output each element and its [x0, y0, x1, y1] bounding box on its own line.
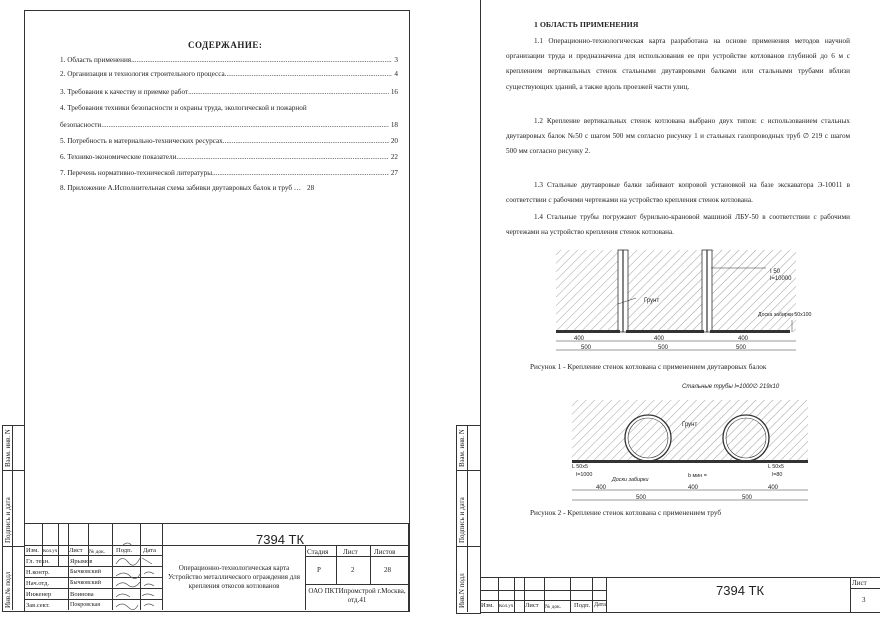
- plank: [556, 330, 620, 333]
- vzam-inv-label: Взам. инв. N: [458, 429, 466, 467]
- left-page: [0, 0, 432, 623]
- sheet-number: 3: [862, 596, 866, 604]
- name-cell: Бычковский: [70, 569, 101, 575]
- document-code: 7394 ТК: [716, 583, 765, 598]
- sheet-value: 2: [351, 566, 355, 574]
- sheet-label: Лист: [852, 579, 867, 587]
- toc-item: безопасности. ..... 18: [60, 121, 398, 130]
- toc-title: СОДЕРЖАНИЕ:: [188, 40, 263, 50]
- page-gap: [432, 0, 446, 623]
- dim-label: 400: [768, 485, 779, 491]
- name-cell: Воинова: [70, 591, 94, 598]
- toc-item: 6. Технико-экономические показатели. ..... 22: [60, 153, 398, 162]
- sheets-value: 28: [384, 566, 391, 574]
- role-cell: Гл. техн.: [26, 558, 50, 565]
- left-page-frame: [24, 10, 410, 612]
- dim-label: 400: [688, 485, 699, 491]
- plank: [626, 330, 704, 333]
- role-cell: Зав.сект.: [26, 602, 50, 609]
- soil-label: Грунт: [682, 422, 698, 428]
- toc-item: 2. Организация и технология строительного процесса. ..... 4: [60, 70, 398, 79]
- podpis-data-label: Подпись и дата: [458, 497, 466, 543]
- sheet-label: Лист: [343, 548, 358, 556]
- plank-label: Доска забирки 50х100: [758, 312, 812, 318]
- dim-label: 400: [654, 336, 665, 342]
- dim-label: 500: [581, 345, 592, 351]
- header-data: Дата: [594, 602, 606, 608]
- name-cell: Ярымов: [70, 558, 93, 565]
- role-cell: Нач.отд.: [26, 580, 50, 587]
- dim-label: 500: [658, 345, 669, 351]
- paragraph-1-1: 1.1 Операционно-технологическая карта разработана на основе применения методов научной организации труда и предназначена для использования ее при устройстве котлованов глубиной до 6 м с креплением вертикальных стенок стальными двутавровыми балками или стальными трубами вблизи существующих зданий, а также вдоль проезжей части улиц.: [506, 37, 850, 91]
- angle-label: L 50х5: [768, 464, 784, 470]
- beam-length-label: l=10000: [770, 276, 792, 282]
- header-list: Лист: [69, 547, 83, 554]
- soil-hatch: [556, 250, 796, 332]
- header-data: Дата: [143, 547, 156, 554]
- header-podp: Подп.: [574, 602, 591, 609]
- dim-label: 500: [742, 495, 753, 501]
- header-izm: Изм.: [26, 547, 39, 554]
- header-podp: Подп.: [116, 547, 133, 554]
- stage-value: Р: [317, 566, 321, 574]
- inv-podl-label: Инв.№ подл: [4, 571, 12, 608]
- inv-n-podl-label: Инв.N подл: [458, 573, 466, 608]
- dim-label: 500: [736, 345, 747, 351]
- figure-1: [556, 246, 856, 358]
- figure-2-caption: Рисунок 2 - Крепление стенок котлована с применением труб: [530, 508, 722, 517]
- plank-row: [572, 460, 808, 463]
- min-gap-label: b мин =: [688, 473, 707, 479]
- figure-2: [572, 380, 812, 504]
- paragraph-1-4: 1.4 Стальные трубы погружают бурильно-крановой машиной ЛБУ-50 в соответствии с рабочими чертежами на устройство крепления стенок котлована.: [506, 213, 850, 237]
- header-kol-uch: Кол.уч: [499, 604, 514, 609]
- soil-hatch: [572, 400, 808, 462]
- organization: ОАО ПКТИпромстрой г.Москва, отд.41: [308, 587, 406, 604]
- name-cell: Покровская: [70, 602, 100, 608]
- podpis-data-label: Подпись и дата: [4, 497, 12, 543]
- header-izm: Изм.: [481, 602, 494, 609]
- stage-label: Стадия: [307, 548, 329, 556]
- toc-item: 7. Перечень нормативно-технической литературы. ..... 27: [60, 169, 398, 178]
- toc-item: 8. Приложение А.Исполнительная схема забивки двутавровых балок и труб … 28: [60, 184, 315, 192]
- dim-label: 400: [738, 336, 749, 342]
- paragraph-1-2: 1.2 Крепление вертикальных стенок котлована выбрано двух типов: с использованием стальных двутавровых балок №50 с шагом 500 мм согласно рисунку 1 и стальных газопроводных труб ∅ 219 с шагом 500 мм согласно рисунку 2.: [506, 117, 850, 156]
- toc-item: 4. Требования техники безопасности и охраны труда, экологической и пожарной: [60, 104, 307, 112]
- dim-label: 400: [596, 485, 607, 491]
- document-description: Операционно-технологическая карта Устройство металлического ограждения для крепления откосов котлованов: [168, 564, 300, 590]
- dim-label: 400: [574, 336, 585, 342]
- paragraph-1-3: 1.3 Стальные двутавровые балки забивают копровой установкой на базе экскаватора Э-10011 в соответствии с рабочими чертежами на устройство крепления стенок котлована.: [506, 181, 850, 205]
- toc-item: 3. Требования к качеству и приемке работ ..... 16: [60, 88, 398, 97]
- role-cell: Инженер: [26, 591, 52, 598]
- section-title: 1 ОБЛАСТЬ ПРИМЕНЕНИЯ: [534, 20, 639, 29]
- toc-item: 1. Область применения ..... 3: [60, 56, 398, 65]
- header-kol-uch: Кол.уч: [43, 549, 58, 554]
- planks-label: Доски забирки: [612, 477, 649, 483]
- figure-1-caption: Рисунок 1 - Крепление стенок котлована с применением двутавровых балок: [530, 362, 767, 371]
- header-doc-num: № док.: [545, 604, 562, 610]
- beam-label: I 50: [770, 269, 781, 275]
- pipe-label: Стальные трубы l=1000∅ 219х10: [682, 384, 780, 390]
- angle-label: L 50х5: [572, 464, 588, 470]
- right-page: [446, 0, 880, 623]
- angle-length-label: l=80: [772, 472, 783, 478]
- role-cell: Н.контр.: [26, 569, 50, 576]
- sheets-label: Листов: [374, 548, 396, 556]
- header-doc-num: № док.: [89, 549, 106, 555]
- dim-label: 500: [636, 495, 647, 501]
- angle-length-label: l=1000: [576, 472, 593, 478]
- signatures: [112, 540, 162, 610]
- vzam-inv-label: Взам. инв. N: [4, 429, 12, 467]
- document-code: 7394 ТК: [256, 532, 305, 547]
- soil-label: Грунт: [644, 298, 660, 304]
- name-cell: Бычковский: [70, 580, 101, 586]
- header-list: Лист: [525, 602, 539, 609]
- plank: [710, 330, 790, 333]
- toc-item: 5. Потребность в материально-технических ресурсах. ..... 20: [60, 137, 398, 146]
